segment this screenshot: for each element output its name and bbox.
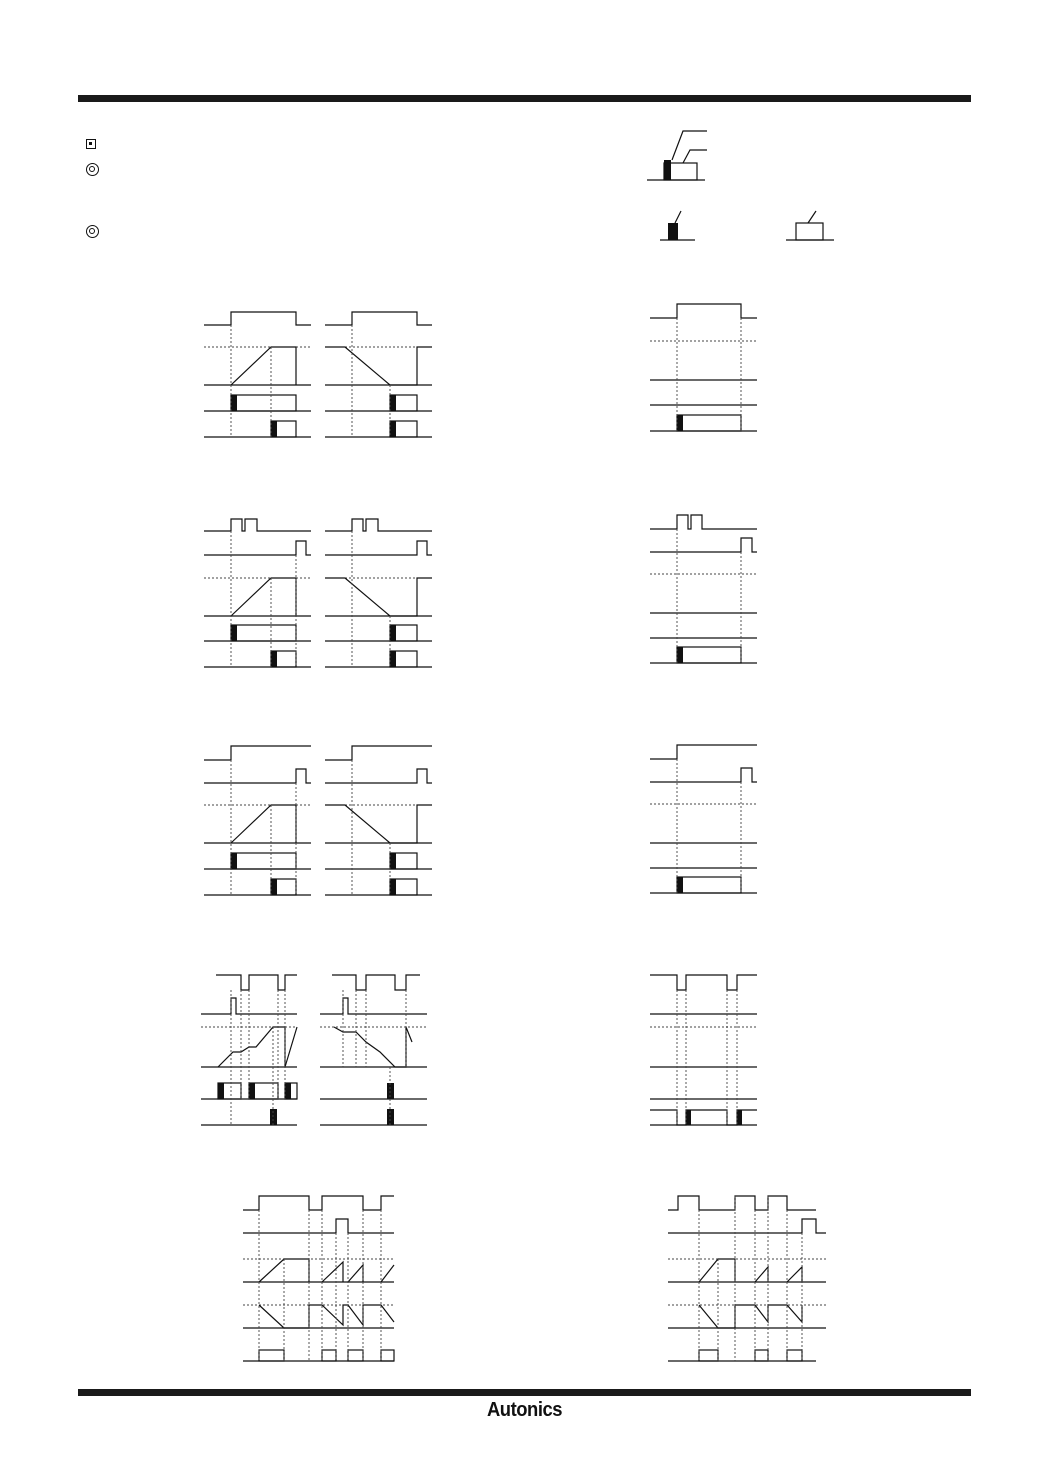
timing-chart-5a [243,1196,394,1361]
timing-chart-4a [201,975,297,1125]
brand-logo: Autonics [486,1399,563,1421]
timing-chart-3c [650,745,757,893]
legend-symbol-pulse-on [660,211,695,240]
timing-chart-4c [650,975,757,1125]
footer-rule [78,1389,971,1396]
legend-symbol-pulse-off [786,211,834,240]
timing-chart-1c [650,304,757,431]
timing-chart-2a [204,519,311,667]
timing-chart-3b [325,746,432,895]
timing-chart-3a [204,746,311,895]
timing-chart-2b [325,519,432,667]
legend-symbol-output [647,131,707,180]
timing-chart-1a [204,312,311,437]
timing-chart-5b [668,1196,826,1361]
timing-chart-2c [650,515,757,663]
timing-chart-1b [325,312,432,437]
timing-chart-4b [320,975,427,1125]
